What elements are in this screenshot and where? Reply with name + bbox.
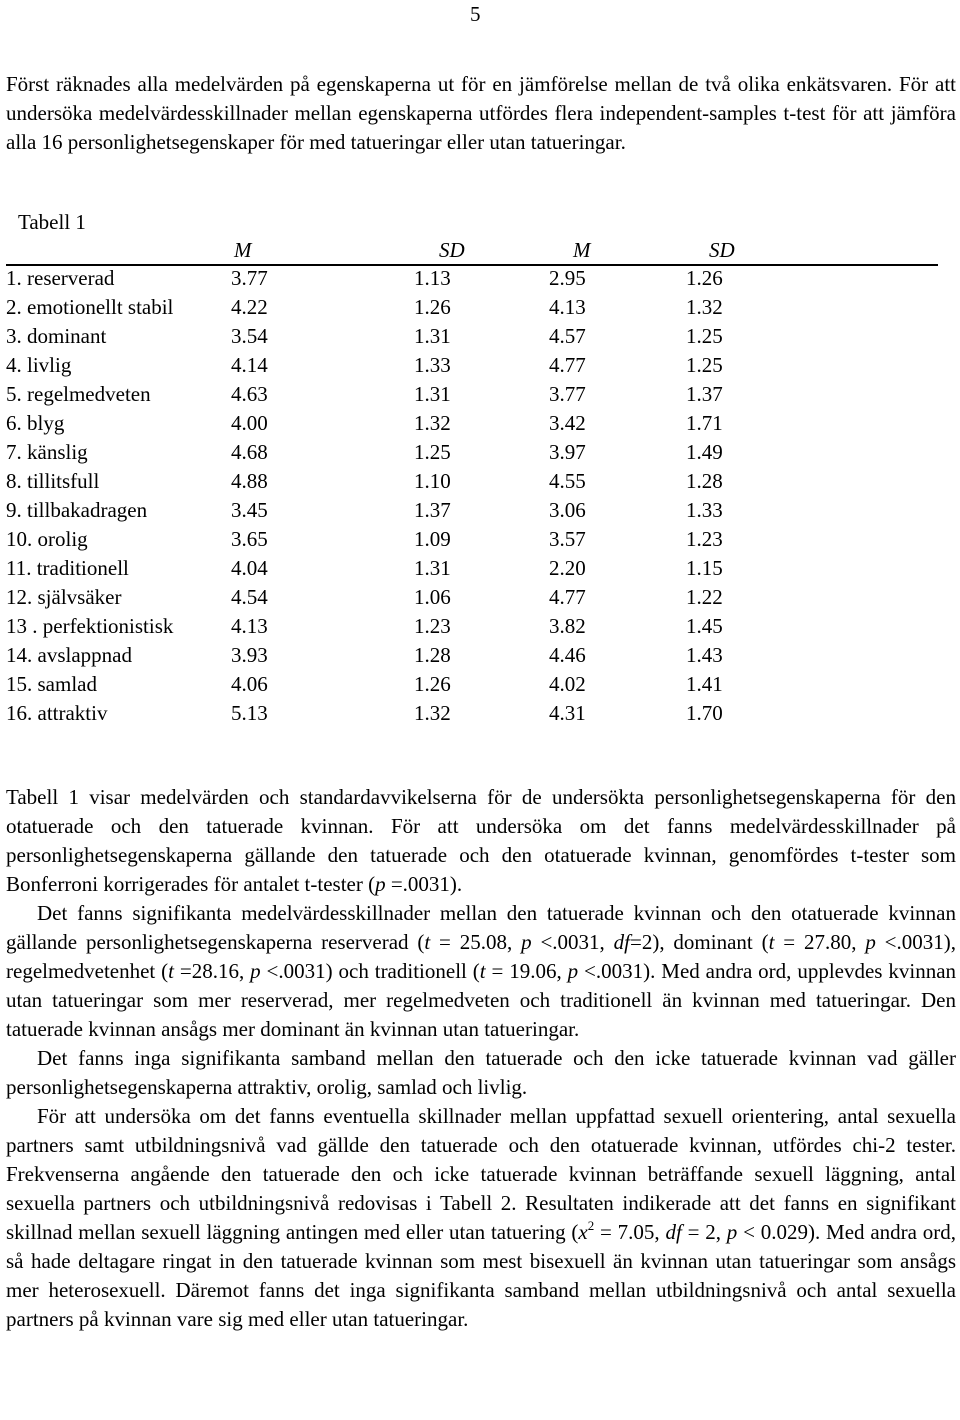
mean-tattoo: 3.97 [549, 440, 586, 464]
mean-tattoo: 4.13 [549, 295, 586, 319]
sd-tattoo: 1.71 [686, 411, 723, 435]
table-row [6, 295, 938, 324]
mean-no-tattoo: 3.93 [231, 643, 268, 667]
paragraph-1: Tabell 1 visar medelvärden och standardavvikelserna för de undersökta personlighetsegenskaperna för den otatuerade och den tatuerade kvinnan. För att undersöka om det fanns medelvärdesskillnader på personlighetsegenskaperna gällande den tatuerade och den otatuerade kvinnan, genomfördes t-tester som Bonferroni korrigerades för antalet t-tester (p =.0031). [6, 785, 956, 896]
mean-tattoo: 4.31 [549, 701, 586, 725]
sd-no-tattoo: 1.32 [414, 411, 451, 435]
header-m-2: M [573, 238, 591, 262]
header-sd-2: SD [709, 238, 735, 262]
trait-label: 11. traditionell [6, 556, 129, 580]
table-row [6, 585, 938, 614]
mean-tattoo: 4.77 [549, 585, 586, 609]
mean-tattoo: 3.77 [549, 382, 586, 406]
sd-no-tattoo: 1.10 [414, 469, 451, 493]
header-m-1: M [234, 238, 252, 262]
trait-label: 14. avslappnad [6, 643, 132, 667]
mean-tattoo: 2.95 [549, 266, 586, 290]
table-header [6, 238, 938, 266]
mean-tattoo: 4.55 [549, 469, 586, 493]
trait-label: 3. dominant [6, 324, 107, 348]
mean-tattoo: 3.82 [549, 614, 586, 638]
mean-no-tattoo: 4.00 [231, 411, 268, 435]
sd-tattoo: 1.49 [686, 440, 723, 464]
mean-tattoo: 4.77 [549, 353, 586, 377]
mean-tattoo: 4.46 [549, 643, 586, 667]
results-table [6, 238, 938, 730]
trait-label: 2. emotionellt stabil [6, 295, 174, 319]
mean-no-tattoo: 5.13 [231, 701, 268, 725]
mean-no-tattoo: 4.54 [231, 585, 268, 609]
sd-no-tattoo: 1.26 [414, 672, 451, 696]
sd-tattoo: 1.28 [686, 469, 723, 493]
mean-no-tattoo: 3.77 [231, 266, 268, 290]
trait-label: 10. orolig [6, 527, 88, 551]
mean-no-tattoo: 4.06 [231, 672, 268, 696]
sd-no-tattoo: 1.13 [414, 266, 451, 290]
paragraph-2: Det fanns signifikanta medelvärdesskillnader mellan den tatuerade kvinnan och den otatuerade kvinnan gällande personlighetsegenskaperna reserverad (t = 25.08, p <.0031, df=2), dominant (t = 27.80, p <.0031), regelmedvetenhet (t =28.16, p <.0031) och traditionell (t = 19.06, p <.0031). Med andra ord, upplevdes kvinnan utan tatueringar som mer reserverad, mer regelmedveten och traditionell än kvinnan med tatueringar. Den tatuerade kvinnan ansågs mer dominant än kvinnan utan tatueringar. [6, 901, 957, 1041]
sd-no-tattoo: 1.31 [414, 382, 451, 406]
mean-no-tattoo: 3.65 [231, 527, 268, 551]
mean-no-tattoo: 4.13 [231, 614, 268, 638]
sd-no-tattoo: 1.31 [414, 556, 451, 580]
table-row [6, 672, 938, 701]
trait-label: 13 . perfektionistisk [6, 614, 174, 638]
mean-no-tattoo: 3.54 [231, 324, 268, 348]
table-row [6, 498, 938, 527]
trait-label: 5. regelmedveten [6, 382, 151, 406]
sd-no-tattoo: 1.06 [414, 585, 451, 609]
table-row [6, 266, 938, 295]
table-row [6, 527, 938, 556]
paragraph-3: Det fanns inga signifikanta samband mellan den tatuerade och den icke tatuerade kvinnan vad gäller personlighetsegenskaperna attraktiv, orolig, samlad och livlig. [6, 1046, 956, 1099]
trait-label: 1. reserverad [6, 266, 115, 290]
mean-tattoo: 3.06 [549, 498, 586, 522]
mean-no-tattoo: 4.68 [231, 440, 268, 464]
trait-label: 7. känslig [6, 440, 88, 464]
sd-no-tattoo: 1.31 [414, 324, 451, 348]
sd-no-tattoo: 1.33 [414, 353, 451, 377]
mean-tattoo: 3.42 [549, 411, 586, 435]
mean-no-tattoo: 4.88 [231, 469, 268, 493]
sd-tattoo: 1.43 [686, 643, 723, 667]
sd-tattoo: 1.25 [686, 353, 723, 377]
mean-tattoo: 4.02 [549, 672, 586, 696]
intro-paragraph: Först räknades alla medelvärden på egenskaperna ut för en jämförelse mellan de två olika enkätsvaren. För att undersöka medelvärdesskillnader mellan egenskaperna utfördes flera independent-samples t-test för att jämföra alla 16 personlighetsegenskaper för med tatueringar eller utan tatueringar. [6, 72, 956, 154]
table-row [6, 556, 938, 585]
table-row [6, 353, 938, 382]
page-number: 5 [470, 2, 481, 26]
sd-no-tattoo: 1.26 [414, 295, 451, 319]
sd-tattoo: 1.23 [686, 527, 723, 551]
header-sd-1: SD [439, 238, 465, 262]
trait-label: 15. samlad [6, 672, 97, 696]
mean-no-tattoo: 4.14 [231, 353, 268, 377]
mean-tattoo: 2.20 [549, 556, 586, 580]
sd-no-tattoo: 1.09 [414, 527, 451, 551]
sd-tattoo: 1.22 [686, 585, 723, 609]
trait-label: 6. blyg [6, 411, 65, 435]
table-row [6, 614, 938, 643]
table-row [6, 411, 938, 440]
body-text [6, 783, 956, 1334]
table-row [6, 382, 938, 411]
sd-tattoo: 1.41 [686, 672, 723, 696]
table-row [6, 643, 938, 672]
paragraph-4: För att undersöka om det fanns eventuella skillnader mellan uppfattad sexuell orientering, antal sexuella partners samt utbildningsnivå vad gällde den tatuerade och den otatuerade kvinnan, utfördes chi-2 tester. Frekvenserna angående den tatuerade den och icke tatuerade kvinnan beträffande sexuell läggning, antal sexuella partners och utbildningsnivå redovisas i Tabell 2. Resultaten indikerade att det fanns en signifikant skillnad mellan sexuell läggning antingen med eller utan tatuering ($x^2 = 7.05$, df = 2, p < 0.029). Med andra ord, så hade deltagare ringat in den tatuerade kvinnan som mest bisexuell än kvinnan utan tatueringar som ansågs mer heterosexuell. Däremot fanns det inga signifikanta samband mellan utbildningsnivå och antal sexuella partners på kvinnan vare sig med eller utan tatueringar. [6, 1104, 957, 1331]
sd-no-tattoo: 1.28 [414, 643, 451, 667]
sd-no-tattoo: 1.25 [414, 440, 451, 464]
sd-tattoo: 1.25 [686, 324, 723, 348]
table-row [6, 701, 938, 730]
mean-tattoo: 4.57 [549, 324, 586, 348]
mean-no-tattoo: 4.63 [231, 382, 268, 406]
sd-tattoo: 1.37 [686, 382, 723, 406]
mean-tattoo: 3.57 [549, 527, 586, 551]
trait-label: 9. tillbakadragen [6, 498, 148, 522]
trait-label: 4. livlig [6, 353, 72, 377]
table-row [6, 324, 938, 353]
table-row [6, 440, 938, 469]
table-body [6, 266, 938, 730]
sd-tattoo: 1.70 [686, 701, 723, 725]
sd-no-tattoo: 1.37 [414, 498, 451, 522]
sd-tattoo: 1.15 [686, 556, 723, 580]
sd-tattoo: 1.32 [686, 295, 723, 319]
sd-tattoo: 1.26 [686, 266, 723, 290]
sd-tattoo: 1.33 [686, 498, 723, 522]
trait-label: 8. tillitsfull [6, 469, 100, 493]
sd-no-tattoo: 1.23 [414, 614, 451, 638]
mean-no-tattoo: 4.04 [231, 556, 268, 580]
sd-no-tattoo: 1.32 [414, 701, 451, 725]
sd-tattoo: 1.45 [686, 614, 723, 638]
mean-no-tattoo: 3.45 [231, 498, 268, 522]
mean-no-tattoo: 4.22 [231, 295, 268, 319]
table-row [6, 469, 938, 498]
trait-label: 16. attraktiv [6, 701, 108, 725]
table-caption: Tabell 1 [18, 210, 86, 234]
trait-label: 12. självsäker [6, 585, 122, 609]
